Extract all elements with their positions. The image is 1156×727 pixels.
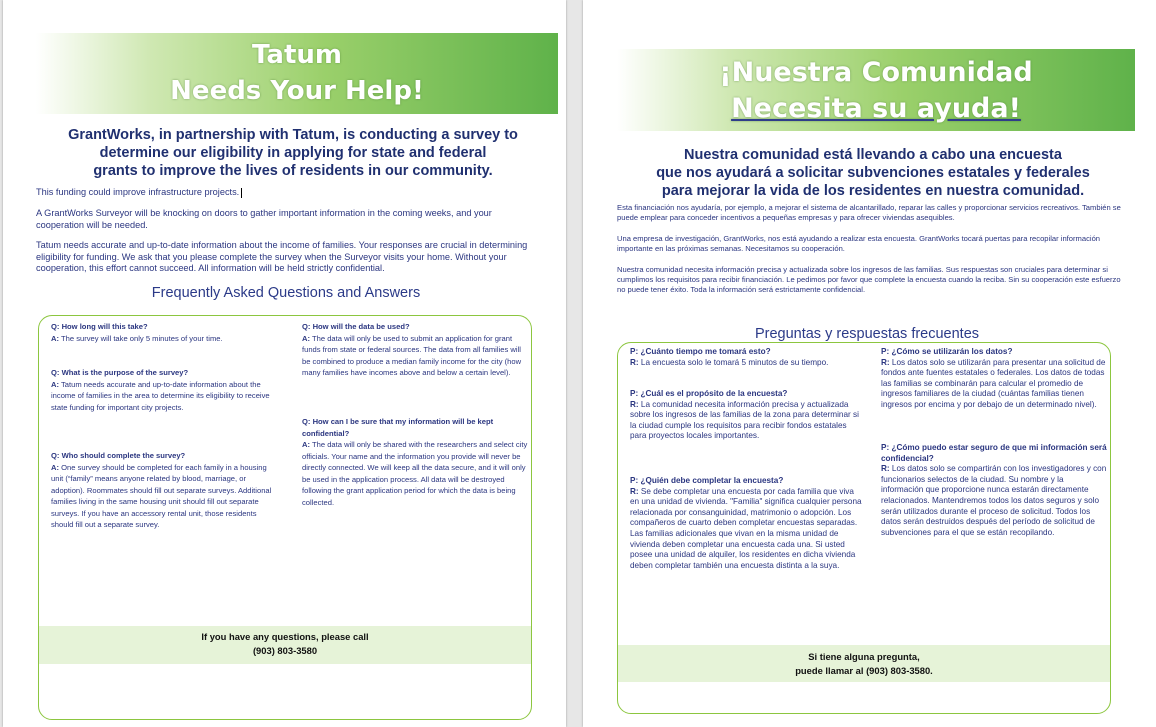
paragraph-text: This funding could improve infrastructure projects. <box>36 187 240 197</box>
contact-line: Si tiene alguna pregunta, <box>808 651 920 662</box>
title-banner <box>617 49 1135 131</box>
paragraph: A GrantWorks Surveyor will be knocking on doors to gather important information in the coming weeks, and your cooperation will be needed. <box>36 208 492 230</box>
intro-heading <box>623 146 1123 200</box>
document-page-english <box>3 0 566 727</box>
contact-phone: (903) 803-3580 <box>252 645 318 656</box>
intro-line: determine our eligibility in applying for state and federal <box>99 145 487 161</box>
faq-heading: Preguntas y respuestas frecuentes <box>754 326 980 342</box>
paragraph: Esta financiación nos ayudaría, por ejemplo, a mejorar el sistema de alcantarillado, reparar las calles y proporcionar servicios recreativos. También se puede emplear para conceder incentivos a pequeñas empresas y para ofrecer viviendas asequibles. <box>617 203 1121 223</box>
contact-line: If you have any questions, please call <box>201 631 369 642</box>
intro-line: Nuestra comunidad está llevando a cabo una encuesta <box>684 147 1062 163</box>
banner-title-line1: ¡Nuestra Comunidad <box>719 57 1033 88</box>
faq-item: P: ¿Cómo se utilizarán los datos? R: Los datos solo se utilizarán para presentar una solicitud de fondos ante fuentes estatales o federales. Los datos de todas las familias se combinarán para calcular el promedio de ingresos familiares de la ciudad (cuántas familias tienen ingresos por encima y por debajo de un determinado nivel). <box>881 347 1106 409</box>
banner-title-line2: Needs Your Help! <box>170 76 424 106</box>
faq-item: P: ¿Cuánto tiempo me tomará esto? R: La encuesta solo le tomará 5 minutos de su tiempo. <box>630 347 829 367</box>
paragraph[interactable] <box>36 187 536 199</box>
faq-item: Q: What is the purpose of the survey? A: Tatum needs accurate and up-to-date information about the income of families in the area to determine its eligibility to receive state funding for important city projects. <box>51 368 270 412</box>
contact-box <box>39 626 531 664</box>
faq-box <box>617 342 1111 714</box>
contact-phone: puede llamar al (903) 803-3580. <box>795 665 933 676</box>
intro-line: que nos ayudará a solicitar subvenciones estatales y federales <box>656 165 1090 181</box>
faq-item: P: ¿Cómo puedo estar seguro de que mi información será confidencial? R: Los datos solo se compartirán con los investigadores y con funcionarios selectos de la ciudad. Su nombre y la información que proporcione nunca estarán directamente relacionados. Mantendremos todos los datos seguros y solo serán utilizados durante el proceso de solicitud. Todos los datos serán destruidos después del período de solicitud de subvenciones para el que se están recopilando. <box>881 443 1107 537</box>
banner-title-line2: Necesita su ayuda! <box>731 93 1021 124</box>
faq-box <box>38 315 532 720</box>
intro-line: GrantWorks, in partnership with Tatum, is conducting a survey to <box>68 127 518 143</box>
paragraph: Nuestra comunidad necesita información precisa y actualizada sobre los ingresos de las familias. Sus respuestas son cruciales para determinar si cumplimos los requisitos para recibir financiación. Le pedimos por favor que complete la encuesta cuando la reciba. Sin su cooperación este esfuerzo no puede tener éxito. Toda la información será estrictamente confidencial. <box>617 265 1121 295</box>
faq-item: P: ¿Cuál es el propósito de la encuesta? R: La comunidad necesita información precisa y actualizada sobre los ingresos de las familias de la zona para determinar si la ciudad cumple los requisitos para recibir fondos estatales para proyectos locales importantes. <box>630 389 859 441</box>
intro-line: grants to improve the lives of residents in our community. <box>93 163 493 179</box>
faq-heading: Frequently Asked Questions and Answers <box>151 285 421 301</box>
document-page-spanish <box>583 0 1156 727</box>
intro-heading <box>43 126 543 180</box>
text-cursor <box>241 188 242 198</box>
paragraph: Una empresa de investigación, GrantWorks, nos está ayudando a realizar esta encuesta. GrantWorks tocará puertas para recopilar información importante en las próximas semanas. Necesitamos su cooperación. <box>617 234 1101 254</box>
faq-item: Q: How can I be sure that my information will be kept confidential? A: The data will only be shared with the researchers and select city officials. Your name and the information you provide will never be directly connected. We will keep all the data secure, and it will only be used in the application process. All data will be destroyed following the grant application period for which the data is being collected. <box>302 417 528 507</box>
faq-item: Q: How will the data be used? A: The data will only be used to submit an application for grant funds from state or federal sources. The data from all families will be combined to produce a median family income for the city (how many families have incomes above and below a certain level). <box>302 322 522 377</box>
banner-title-line1: Tatum <box>252 40 342 70</box>
faq-item: P: ¿Quién debe completar la encuesta? R: Se debe completar una encuesta por cada familia que viva en una unidad de vivienda. "Familia" significa cualquier persona relacionada por consanguinidad, matrimonio o adopción. Los compañeros de cuarto deben completar encuestas separadas. Las familias adicionales que vivan en la misma unidad de vivienda deben completar una encuesta cada una. Si usted posee una unidad de alquiler, los residentes en dicha vivienda deben completar también una encuesta distinta a la suya. <box>630 476 862 570</box>
intro-line: para mejorar la vida de los residentes en nuestra comunidad. <box>661 183 1085 199</box>
title-banner <box>36 33 558 114</box>
faq-item: Q: How long will this take? A: The survey will take only 5 minutes of your time. <box>51 322 223 343</box>
contact-box <box>618 645 1110 682</box>
paragraph: Tatum needs accurate and up-to-date information about the income of families. Your responses are crucial in determining eligibility for funding. We ask that you please complete the survey when the Surveyor visits your home. Without your cooperation, this effort cannot succeed. All information will be held strictly confidential. <box>36 240 528 273</box>
faq-item: Q: Who should complete the survey? A: One survey should be completed for each family in a housing unit (“family” means anyone related by blood, marriage, or adoption). Roommates should fill out separate surveys. Additional families living in the same housing unit should fill out separate surveys. If you have an accessory rental unit, those residents should fill out a separate survey. <box>51 451 272 529</box>
